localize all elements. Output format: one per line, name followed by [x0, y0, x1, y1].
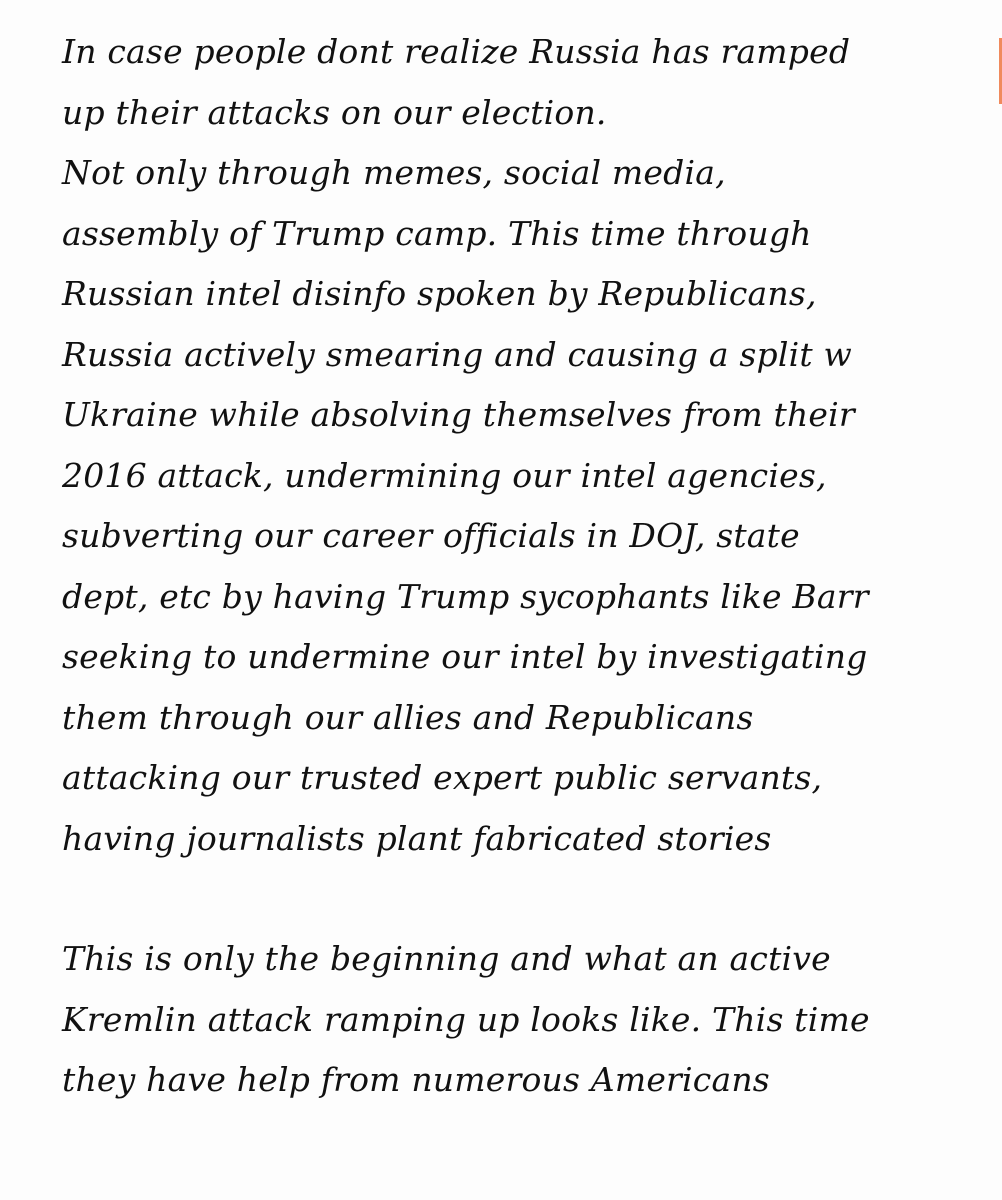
text-line: attacking our trusted expert public servants, [62, 758, 823, 797]
text-line: assembly of Trump camp. This time through [62, 213, 812, 253]
text-line: Ukraine while absolving themselves from their [62, 395, 855, 434]
text-line: Kremlin attack ramping up looks like. This time [62, 999, 870, 1039]
text-line: having journalists plant fabricated stories [62, 818, 772, 858]
text-line: In case people dont realize Russia has ramped [62, 32, 851, 71]
text-line: seeking to undermine our intel by investigating [62, 637, 868, 676]
paragraph-2 [62, 929, 996, 1111]
text-line: Russia actively smearing and causing a split w [62, 334, 852, 374]
paragraph-1 [62, 22, 996, 869]
text-line: This is only the beginning and what an active [62, 939, 831, 978]
text-line: dept, etc by having Trump sycophants like Barr [62, 576, 869, 616]
note-body [62, 22, 996, 1111]
text-line: up their attacks on our election. [62, 92, 607, 132]
text-line: they have help from numerous Americans [62, 1060, 770, 1099]
text-line: Russian intel disinfo spoken by Republicans, [62, 274, 817, 313]
text-line: them through our allies and Republicans [62, 697, 754, 737]
text-line: 2016 attack, undermining our intel agencies, [62, 455, 827, 495]
text-line: subverting our career officials in DOJ, state [62, 516, 800, 555]
paragraph-gap [62, 869, 996, 929]
text-line: Not only through memes, social media, [62, 153, 726, 192]
